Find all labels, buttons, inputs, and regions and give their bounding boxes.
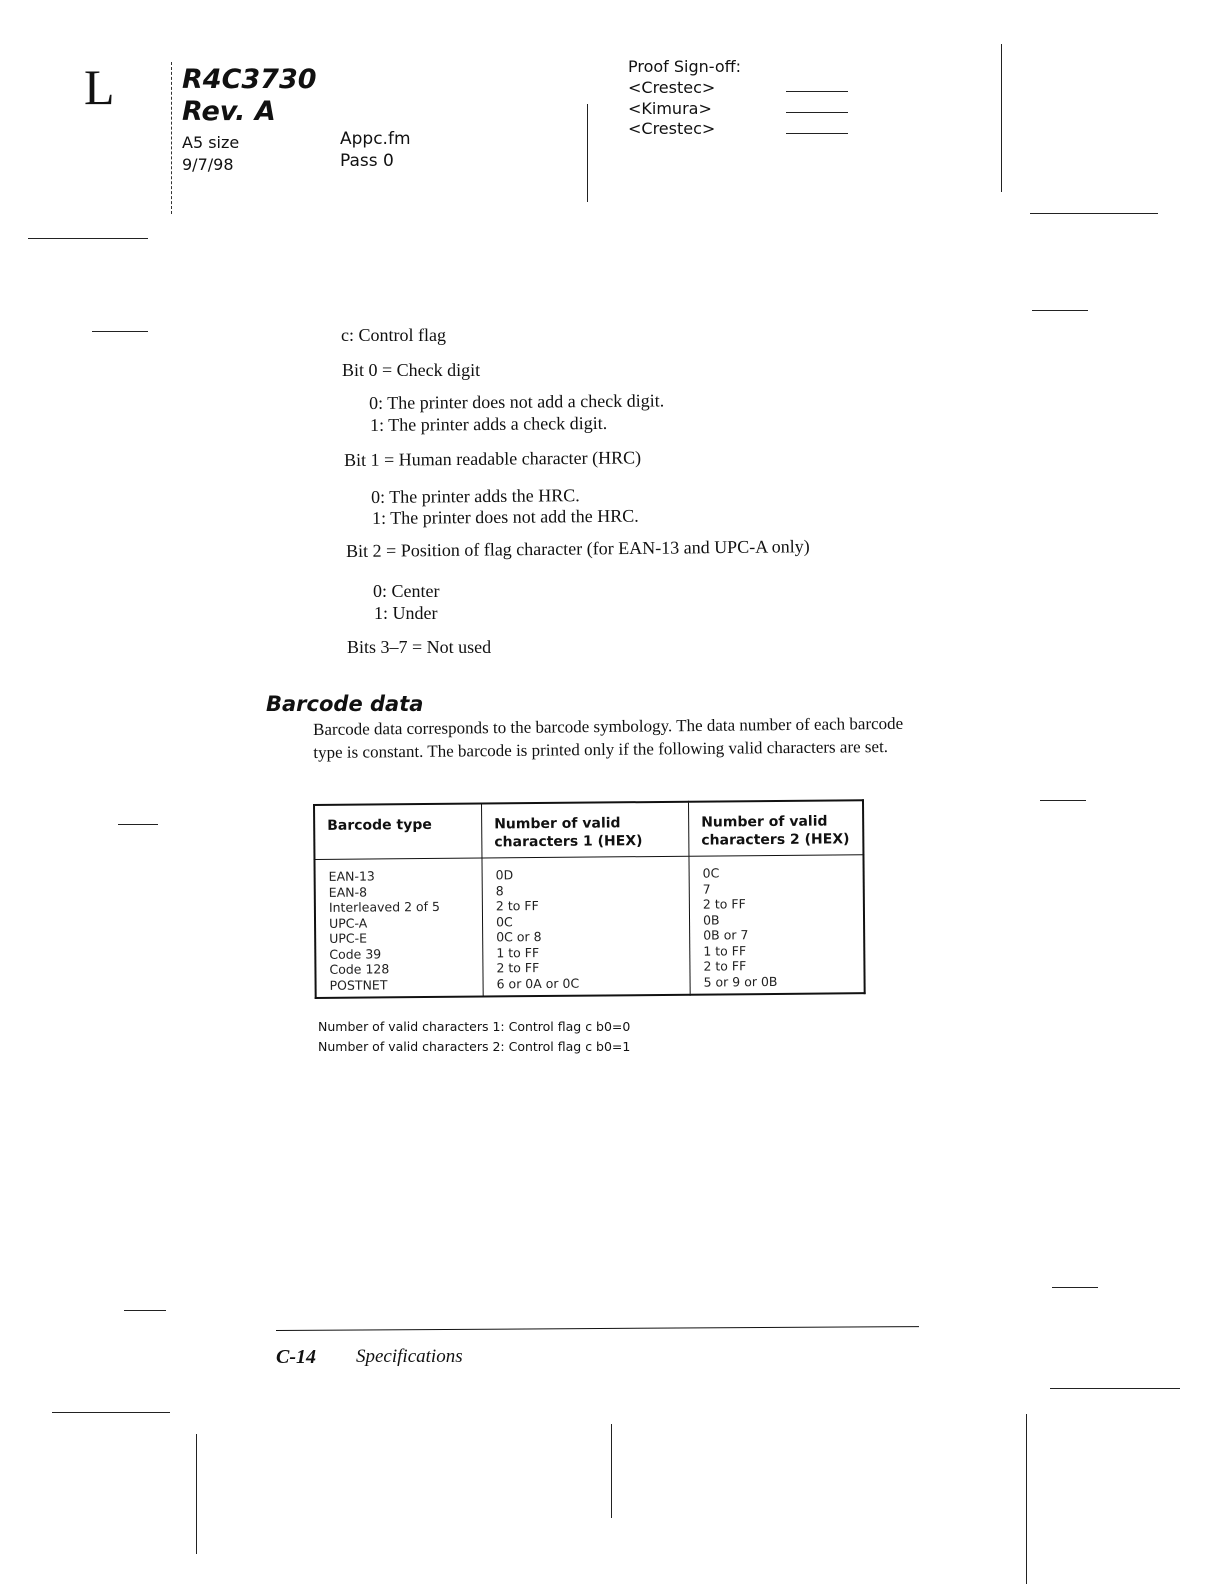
bit2-heading: Bit 2 = Position of flag character (for EAN-13 and UPC-A only) bbox=[345, 536, 810, 561]
signoff-line bbox=[786, 112, 848, 113]
barcode-type: EAN-13 bbox=[328, 868, 375, 884]
bit1-option-0: 0: The printer adds the HRC. bbox=[370, 485, 580, 507]
valid-chars-2-cell bbox=[689, 855, 865, 995]
bit0-option-1: 1: The printer adds a check digit. bbox=[369, 412, 608, 435]
header-divider-left bbox=[171, 62, 172, 214]
crop-mark bbox=[1030, 213, 1158, 214]
valid-chars-2: 7 bbox=[702, 881, 711, 897]
barcode-type: UPC-A bbox=[328, 915, 368, 931]
table-row bbox=[314, 855, 864, 998]
valid-chars-1: 6 or 0A or 0C bbox=[496, 975, 580, 991]
footer-section-name: Specifications bbox=[356, 1346, 463, 1367]
barcode-type-cell bbox=[314, 858, 483, 998]
document-code: R4C3730 bbox=[182, 64, 317, 95]
table-note: Number of valid characters 1: Control flag c b0=0 bbox=[318, 1019, 631, 1034]
crop-mark bbox=[1052, 1287, 1098, 1288]
corner-letter: L bbox=[84, 59, 115, 115]
barcode-type: EAN-8 bbox=[328, 884, 368, 900]
valid-chars-2: 2 to FF bbox=[703, 958, 747, 974]
footer-rule bbox=[276, 1326, 919, 1331]
valid-chars-1: 0D bbox=[495, 867, 514, 883]
valid-chars-1: 0C or 8 bbox=[496, 929, 542, 945]
barcode-type: POSTNET bbox=[329, 976, 388, 993]
pass-number: Pass 0 bbox=[340, 151, 394, 171]
header-valid-chars-1: Number of valid characters 1 (HEX) bbox=[482, 802, 689, 858]
crop-mark bbox=[1040, 800, 1086, 801]
crop-mark bbox=[52, 1412, 170, 1413]
signoff-line bbox=[786, 133, 848, 134]
document-revision: Rev. A bbox=[182, 96, 276, 127]
proof-name: <Crestec> bbox=[628, 78, 716, 97]
page-number: C-14 bbox=[276, 1346, 316, 1368]
header-valid-chars-2: Number of valid characters 2 (HEX) bbox=[688, 800, 863, 856]
table-header-row bbox=[314, 800, 863, 859]
valid-chars-2: 0C bbox=[702, 865, 720, 881]
valid-chars-2: 1 to FF bbox=[703, 942, 747, 959]
crop-mark bbox=[28, 238, 148, 239]
page-size: A5 size bbox=[182, 133, 240, 152]
crop-mark bbox=[124, 1310, 166, 1311]
header-barcode-type: Barcode type bbox=[314, 804, 482, 860]
signoff-line bbox=[786, 91, 848, 92]
valid-chars-1: 2 to FF bbox=[496, 960, 540, 976]
bit1-option-1: 1: The printer does not add the HRC. bbox=[371, 505, 639, 528]
section-heading: Barcode data bbox=[266, 692, 424, 716]
proof-signoff-title: Proof Sign-off: bbox=[628, 57, 742, 76]
bit2-option-0: 0: Center bbox=[373, 581, 440, 601]
header-divider-right bbox=[1001, 44, 1002, 192]
barcode-type: Interleaved 2 of 5 bbox=[328, 898, 441, 915]
control-flag-label: c: Control flag bbox=[341, 325, 446, 345]
barcode-table bbox=[313, 799, 866, 999]
bit0-heading: Bit 0 = Check digit bbox=[342, 360, 481, 380]
crop-mark bbox=[1032, 310, 1088, 311]
bit0-option-0: 0: The printer does not add a check digit. bbox=[368, 390, 665, 413]
crop-mark bbox=[118, 824, 158, 825]
proof-name: <Crestec> bbox=[628, 119, 716, 138]
valid-chars-1: 0C bbox=[495, 913, 513, 929]
bits3-7-heading: Bits 3–7 = Not used bbox=[347, 637, 492, 657]
header-divider-mid bbox=[587, 104, 588, 202]
file-name: Appc.fm bbox=[340, 129, 411, 149]
valid-chars-2: 0B bbox=[702, 911, 720, 928]
valid-chars-2: 5 or 9 or 0B bbox=[703, 973, 778, 990]
bit2-option-1: 1: Under bbox=[374, 603, 438, 623]
table-note: Number of valid characters 2: Control flag c b0=1 bbox=[318, 1039, 631, 1054]
valid-chars-2: 2 to FF bbox=[702, 896, 746, 912]
document-date: 9/7/98 bbox=[182, 155, 234, 174]
crop-mark bbox=[92, 331, 148, 332]
barcode-type: UPC-E bbox=[329, 930, 368, 946]
crop-mark bbox=[611, 1424, 612, 1518]
crop-mark bbox=[196, 1434, 197, 1554]
barcode-type: Code 128 bbox=[329, 961, 390, 977]
valid-chars-1-cell bbox=[482, 856, 690, 996]
crop-mark bbox=[1026, 1414, 1027, 1584]
valid-chars-1: 2 to FF bbox=[495, 898, 539, 914]
bit1-heading: Bit 1 = Human readable character (HRC) bbox=[343, 447, 642, 470]
valid-chars-1: 8 bbox=[495, 882, 504, 898]
proof-name: <Kimura> bbox=[628, 99, 712, 118]
valid-chars-2: 0B or 7 bbox=[703, 927, 749, 943]
barcode-type: Code 39 bbox=[329, 945, 382, 962]
crop-mark bbox=[1050, 1388, 1180, 1389]
intro-paragraph: Barcode data corresponds to the barcode symbology. The data number of each barcode type is constant. The barcode is printed only if the following valid characters are set. bbox=[313, 713, 904, 762]
valid-chars-1: 1 to FF bbox=[496, 944, 540, 960]
